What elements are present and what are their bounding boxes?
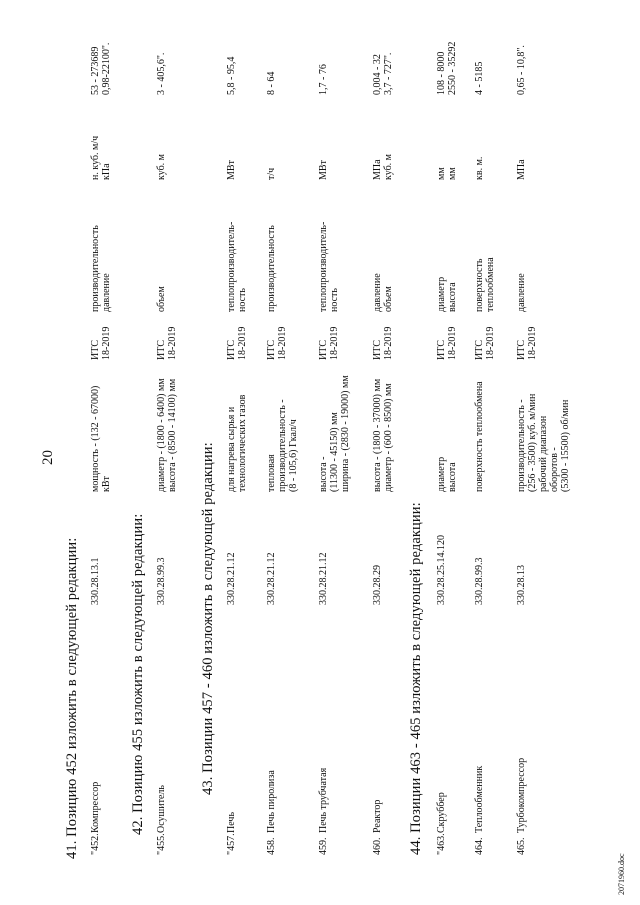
row-parameter: теплопроизводитель- ность: [318, 221, 340, 312]
row-its: ИТС 18-2019: [318, 326, 340, 360]
row-code: 330.28.29: [372, 565, 383, 605]
row-name: Турбокомпрессор: [516, 757, 527, 833]
row-code: 330.28.21.12: [266, 552, 277, 605]
row-its: ИТС 18-2019: [516, 326, 538, 360]
row-parameter: производительность: [266, 225, 277, 312]
row-name: Скруббер: [436, 792, 447, 833]
row-unit: МПа: [516, 159, 527, 180]
section-heading-44: 44. Позиции 463 - 465 изложить в следующей редакции:: [408, 502, 424, 855]
row-code: 330.28.13: [516, 565, 527, 605]
document-filename: 2071960.doc: [617, 853, 626, 895]
row-parameter: давление объем: [372, 273, 394, 312]
row-name: Печь пиролиза: [266, 770, 277, 833]
row-unit: МВт: [226, 160, 237, 180]
row-name: Теплообменник: [474, 765, 485, 833]
row-number: 458.: [266, 837, 277, 855]
row-value: 0,004 - 32 3,7 - 727".: [372, 52, 394, 95]
row-parameter: поверхность теплообмена: [474, 257, 496, 312]
section-heading-43: 43. Позиции 457 - 460 изложить в следующей редакции:: [200, 442, 216, 795]
row-its: ИТС 18-2019: [266, 326, 288, 360]
row-parameter: объем: [156, 286, 167, 312]
row-parameter: давление: [516, 273, 527, 312]
row-number: "463.: [436, 833, 447, 855]
row-value: 4 - 5185: [474, 61, 485, 95]
row-parameter: производительность давление: [90, 225, 112, 312]
section-heading-41: 41. Позицию 452 изложить в следующей редакции:: [64, 537, 80, 859]
row-number: 464.: [474, 837, 485, 855]
row-description: для нагрева сырья и технологических газов: [226, 394, 248, 492]
row-code: 330.28.25.14.120: [436, 535, 447, 605]
row-unit: МПа куб. м: [372, 153, 394, 180]
row-code: 330.28.21.12: [226, 552, 237, 605]
row-unit: н. куб. м/ч кПа: [90, 135, 112, 180]
row-unit: куб. м: [156, 153, 167, 180]
row-number: 460.: [372, 837, 383, 855]
row-unit: МВт: [318, 160, 329, 180]
row-name: Компрессор: [90, 781, 101, 833]
row-its: ИТС 18-2019: [90, 326, 112, 360]
row-name: Печь: [226, 811, 237, 833]
row-description: мощность - (132 - 67000) кВт: [90, 385, 112, 492]
row-its: ИТС 18-2019: [226, 326, 248, 360]
row-value: 3 - 405,6".: [156, 52, 167, 95]
row-its: ИТС 18-2019: [474, 326, 496, 360]
row-number: 465.: [516, 837, 527, 855]
section-heading-42: 42. Позицию 455 изложить в следующей редакции:: [130, 513, 146, 835]
row-name: Реактор: [372, 799, 383, 833]
row-description: поверхность теплообмена: [474, 381, 485, 492]
row-description: высота - (1800 - 37000) мм диаметр - (600 - 8500) мм: [372, 378, 394, 492]
row-description: высота - (11300 - 45150) мм ширина - (2830 - 19000) мм: [318, 375, 351, 492]
row-description: диаметр высота: [436, 456, 458, 492]
row-code: 330.28.21.12: [318, 552, 329, 605]
row-description: диаметр - (1800 - 6400) мм высота - (8500 - 14100) мм: [156, 378, 178, 492]
row-name: Печь трубчатая: [318, 767, 329, 833]
row-number: "457.: [226, 833, 237, 855]
row-its: ИТС 18-2019: [372, 326, 394, 360]
row-name: Осушитель: [156, 785, 167, 833]
row-code: 330.28.99.3: [474, 557, 485, 605]
row-value: 5,8 - 95,4: [226, 56, 237, 95]
row-number: "455.: [156, 833, 167, 855]
row-code: 330.28.99.3: [156, 557, 167, 605]
row-value: 0,65 - 10,8".: [516, 45, 527, 95]
row-parameter: диаметр высота: [436, 276, 458, 312]
row-unit: т/ч: [266, 167, 277, 180]
row-its: ИТС 18-2019: [156, 326, 178, 360]
row-value: 1,7 - 76: [318, 64, 329, 95]
row-unit: кв. м.: [474, 156, 485, 180]
row-number: 459.: [318, 837, 329, 855]
row-code: 330.28.13.1: [90, 557, 101, 605]
page-number: 20: [40, 450, 56, 465]
row-value: 108 - 8000 2550 - 35292: [436, 41, 458, 95]
row-its: ИТС 18-2019: [436, 326, 458, 360]
row-value: 53 - 273689 0,98-22100".: [90, 42, 112, 95]
row-number: "452.: [90, 833, 101, 855]
row-parameter: теплопроизводитель- ность: [226, 221, 248, 312]
row-description: производительность - (256 - 3500) куб. м/мин рабочий диапазон оборотов - (5300 - 15500) об/мин: [516, 393, 571, 492]
row-value: 8 - 64: [266, 71, 277, 95]
row-description: тепловая производительность - (8 - 105,6) Гкал/ч: [266, 399, 299, 492]
row-unit: мм мм: [436, 167, 458, 180]
